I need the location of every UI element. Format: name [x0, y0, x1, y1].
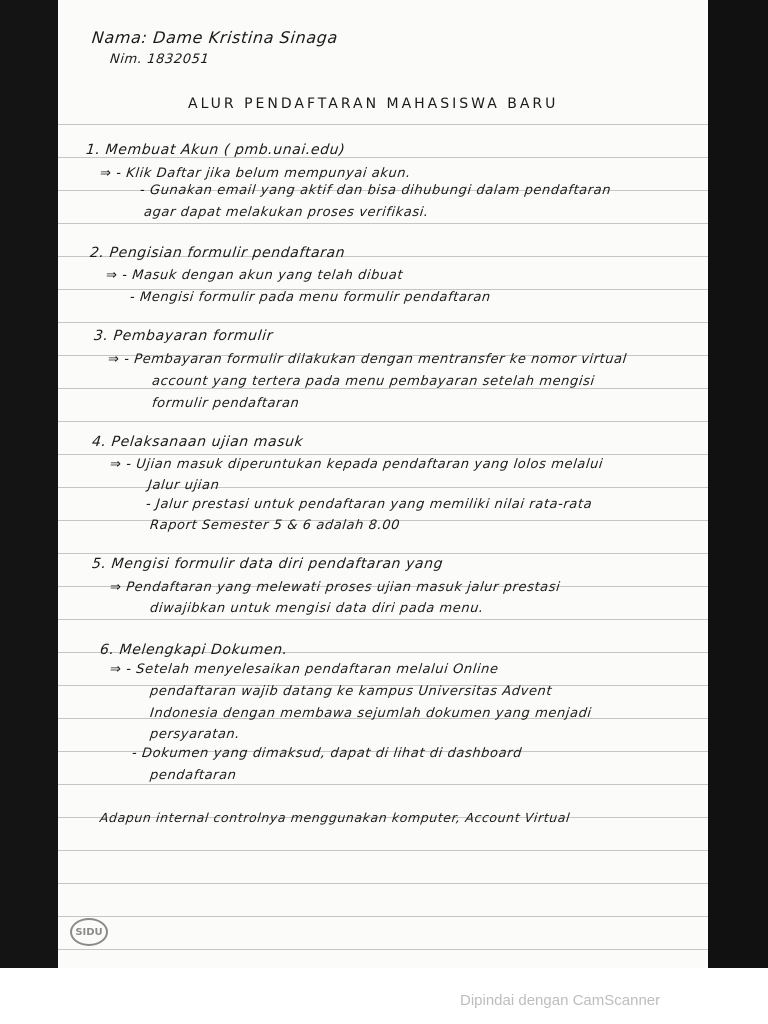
list-item-continued: Jalur ujian [147, 478, 221, 493]
ruled-line [58, 850, 708, 851]
list-item-continued: pendaftaran wajib datang ke kampus Universitas Advent [149, 684, 553, 699]
list-item-continued: Raport Semester 5 & 6 adalah 8.00 [149, 518, 401, 533]
list-item: - Jalur prestasi untuk pendaftaran yang memiliki nilai rata-rata [145, 497, 593, 512]
section-heading: 6. Melengkapi Dokumen. [99, 642, 289, 658]
section-heading: 2. Pengisian formulir pendaftaran [89, 245, 347, 261]
section-heading: 4. Pelaksanaan ujian masuk [91, 434, 305, 450]
camscanner-watermark: Dipindai dengan CamScanner [460, 992, 661, 1009]
list-item: - Dokumen yang dimaksud, dapat di lihat di dashboard [131, 746, 523, 761]
list-item: - Gunakan email yang aktif dan bisa dihubungi dalam pendaftaran [139, 183, 612, 198]
scan-border-right [708, 0, 768, 1024]
section-heading: 1. Membuat Akun ( pmb.unai.edu) [85, 142, 347, 158]
list-item: ⇒ - Klik Daftar jika belum mempunyai akun. [99, 166, 412, 181]
list-item-continued: diwajibkan untuk mengisi data diri pada menu. [149, 601, 485, 616]
student-nim: Nim. 1832051 [109, 52, 211, 67]
list-item-continued: account yang tertera pada menu pembayaran setelah mengisi [151, 374, 596, 389]
scan-border-left [0, 0, 58, 1024]
page-title: ALUR PENDAFTARAN MAHASISWA BARU [188, 96, 559, 112]
ruled-line [58, 553, 708, 554]
list-item: ⇒ - Masuk dengan akun yang telah dibuat [105, 268, 404, 283]
list-item-continued: agar dapat melakukan proses verifikasi. [143, 205, 430, 220]
ruled-line [58, 883, 708, 884]
section-heading: 5. Mengisi formulir data diri pendaftaran yang [91, 556, 444, 572]
list-item: ⇒ - Pembayaran formulir dilakukan dengan mentransfer ke nomor virtual [107, 352, 628, 367]
ruled-line [58, 223, 708, 224]
list-item-continued: pendaftaran [149, 768, 238, 783]
list-item-continued: Indonesia dengan membawa sejumlah dokumen yang menjadi [149, 706, 593, 721]
ruled-line [58, 949, 708, 950]
ruled-line [58, 619, 708, 620]
list-item-continued: persyaratan. [149, 727, 241, 742]
ruled-line [58, 124, 708, 125]
ruled-line [58, 322, 708, 323]
ruled-line [58, 421, 708, 422]
list-item: ⇒ - Ujian masuk diperuntukan kepada pendaftaran yang lolos melalui [109, 457, 604, 472]
list-item: - Mengisi formulir pada menu formulir pendaftaran [129, 290, 492, 305]
ruled-line [58, 784, 708, 785]
list-item: ⇒ - Setelah menyelesaikan pendaftaran melalui Online [109, 662, 500, 677]
section-heading: 3. Pembayaran formulir [93, 328, 274, 344]
list-item-continued: formulir pendaftaran [151, 396, 301, 411]
closing-note: Adapun internal controlnya menggunakan komputer, Account Virtual [99, 810, 571, 825]
ruled-line [58, 916, 708, 917]
notebook-brand-logo: SIDU [70, 918, 108, 946]
list-item: ⇒ Pendaftaran yang melewati proses ujian masuk jalur prestasi [109, 580, 562, 595]
student-name: Nama: Dame Kristina Sinaga [91, 28, 339, 47]
ruled-line [58, 454, 708, 455]
